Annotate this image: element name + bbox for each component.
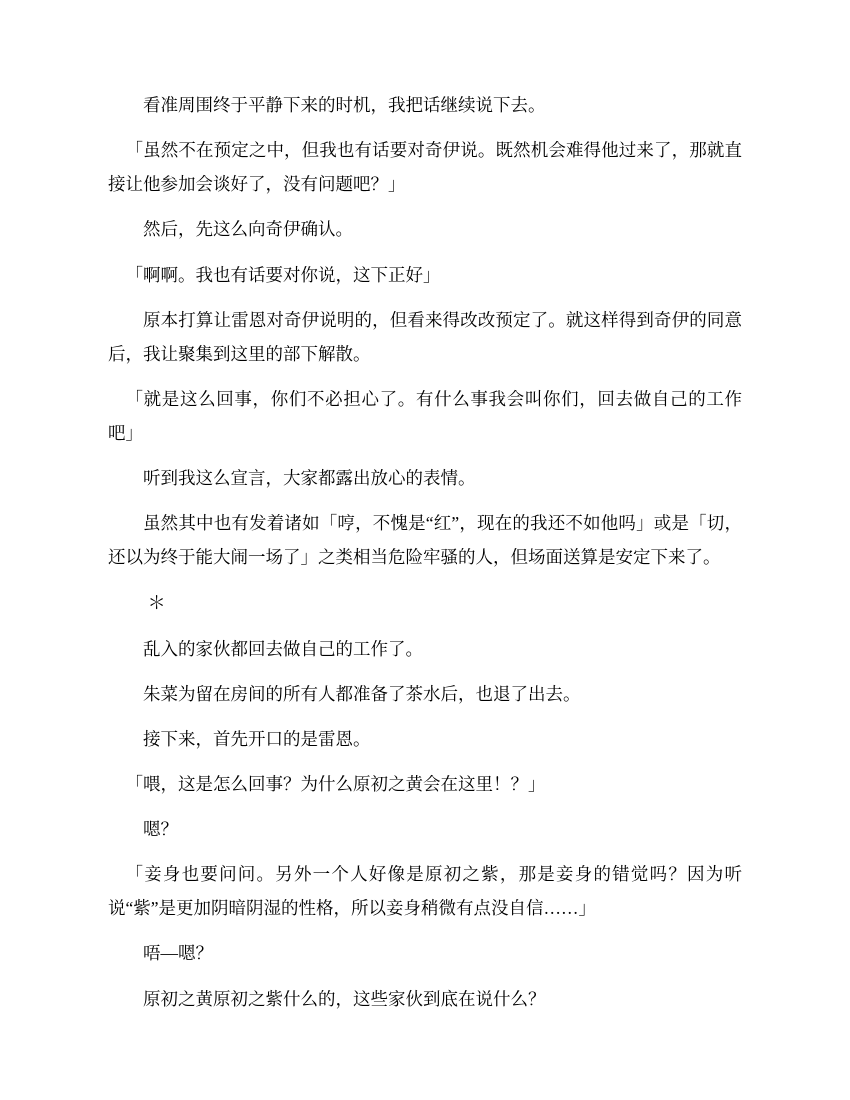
dialogue-line: 「妾身也要问问。另外一个人好像是原初之紫，那是妾身的错觉吗？因为听说“紫”是更加阴暗阴湿的性格，所以妾身稍微有点没自信……」 xyxy=(108,864,742,919)
section-separator: ＊ xyxy=(147,592,166,613)
dialogue-line: 「喂，这是怎么回事？为什么原初之黄会在这里！？」 xyxy=(125,773,546,794)
paragraph: 唔—嗯？ xyxy=(143,943,213,964)
paragraph: 虽然其中也有发着诸如「哼，不愧是“红”，现在的我还不如他吗」或是「切，还以为终于能大闹一场了」之类相当危险牢骚的人，但场面送算是安定下来了。 xyxy=(108,513,742,568)
dialogue-line: 「虽然不在预定之中，但我也有话要对奇伊说。既然机会难得他过来了，那就直接让他参加会谈好了，没有问题吧？」 xyxy=(108,140,742,195)
paragraph: 然后，先这么向奇伊确认。 xyxy=(143,219,353,240)
paragraph: 听到我这么宣言，大家都露出放心的表情。 xyxy=(143,468,476,489)
paragraph: 朱菜为留在房间的所有人都准备了茶水后，也退了出去。 xyxy=(143,683,581,704)
paragraph: 原初之黄原初之紫什么的，这些家伙到底在说什么？ xyxy=(143,988,546,1009)
document-body xyxy=(108,88,742,1016)
dialogue-line: 「就是这么回事，你们不必担心了。有什么事我会叫你们，回去做自己的工作吧」 xyxy=(108,388,742,443)
paragraph: 嗯？ xyxy=(143,819,178,840)
paragraph: 原本打算让雷恩对奇伊说明的，但看来得改改预定了。就这样得到奇伊的同意后，我让聚集到这里的部下解散。 xyxy=(108,309,742,364)
dialogue-line: 「啊啊。我也有话要对你说，这下正好」 xyxy=(125,264,441,285)
paragraph: 看准周围终于平静下来的时机，我把话继续说下去。 xyxy=(143,95,546,115)
paragraph: 乱入的家伙都回去做自己的工作了。 xyxy=(143,638,423,659)
paragraph: 接下来，首先开口的是雷恩。 xyxy=(143,728,371,749)
